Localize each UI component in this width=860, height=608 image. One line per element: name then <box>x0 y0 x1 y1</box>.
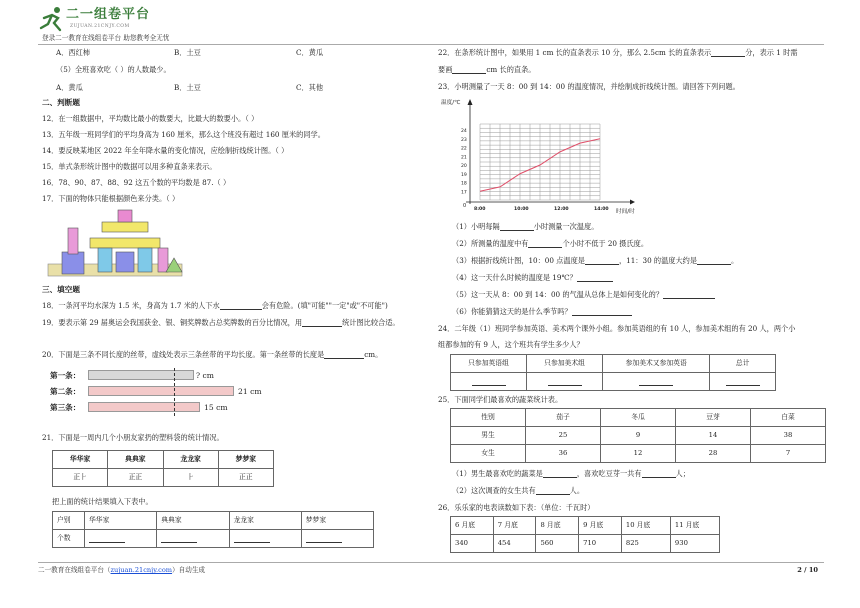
question-19-text-2: 统计图比较合适。 <box>342 318 400 327</box>
answer-blank[interactable] <box>220 302 262 310</box>
x-tick-label: 14:00 <box>594 207 609 212</box>
question-26: 26．乐乐家的电表读数如下表：（单位：千瓦时） <box>438 503 595 512</box>
question-23-6 <box>452 307 632 316</box>
question-text: （2）所测量的温度中有 <box>452 239 529 248</box>
tally-table <box>52 450 274 487</box>
x-tick-label: 12:00 <box>554 207 569 212</box>
fill-head: 典典家 <box>157 512 229 530</box>
meter-table <box>450 516 720 553</box>
answer-blank[interactable] <box>472 378 506 386</box>
meter-head: 9 月底 <box>579 517 622 535</box>
meter-value: 825 <box>621 535 670 553</box>
question-23-4 <box>452 273 613 282</box>
tally-head: 龙龙家 <box>163 451 218 469</box>
chart-y-ticks <box>461 128 467 195</box>
question-24-cont: 组都参加的有 9 人，这个班共有学生多少人？ <box>438 340 584 349</box>
group-head: 总计 <box>710 355 776 373</box>
question-text: （1）男生最喜欢吃的蔬菜是 <box>452 469 543 478</box>
meter-value: 454 <box>493 535 536 553</box>
option-a: A．黄瓜 <box>56 83 83 92</box>
question-17: 17．下面的物体只能根据颜色来分类。（ ） <box>42 194 180 203</box>
question-22-text-3: 要画 <box>438 65 453 74</box>
chart-x-ticks <box>474 206 609 212</box>
question-21-instruction: 把上面的统计结果填入下表中。 <box>52 497 153 506</box>
question-text: 。 <box>731 256 739 265</box>
fill-answer-cell[interactable] <box>85 530 157 548</box>
chart-xlabel: 时间/时 <box>616 209 635 215</box>
meter-head: 8 月底 <box>536 517 579 535</box>
y-axis-arrow <box>468 99 473 105</box>
ribbon-value: 15 cm <box>204 403 228 412</box>
y-tick-label: 17 <box>461 190 467 196</box>
meter-head: 6 月底 <box>451 517 494 535</box>
question-5: （5）全班喜欢吃（ ）的人数最少。 <box>56 65 171 74</box>
ribbon-label: 第一条： <box>50 371 81 380</box>
vegetable-table <box>450 408 826 463</box>
answer-blank[interactable] <box>697 257 731 265</box>
question-20-unit: cm。 <box>364 350 383 359</box>
ribbon-bar <box>88 402 200 412</box>
question-22-text: 22．在条形统计图中，如果用 1 cm 长的直条表示 10 分，那么 2.5cm 长的直条表示 <box>438 48 712 57</box>
y-tick-label: 21 <box>461 155 467 161</box>
runner-logo-icon <box>38 6 66 32</box>
footer-divider <box>38 562 824 563</box>
chart-origin-label: 0 <box>463 203 467 209</box>
group-answer-cell[interactable] <box>710 373 776 391</box>
question-15: 15．单式条形统计图中的数据可以用多种直条来表示。 <box>42 162 217 171</box>
header-slogan: 登录二一教育在线组卷平台 助您教考全无忧 <box>42 34 170 42</box>
group-answer-cell[interactable] <box>451 373 527 391</box>
brand-name: 二一组卷平台 <box>66 7 151 22</box>
question-23-1 <box>452 222 598 231</box>
tally-head: 典典家 <box>108 451 163 469</box>
tally-marks: ⺊ <box>163 469 218 487</box>
fill-table <box>52 511 374 548</box>
answer-blank[interactable] <box>572 308 632 316</box>
y-tick-label: 20 <box>461 164 467 169</box>
question-25-2 <box>452 486 584 495</box>
ribbon-label: 第三条： <box>50 403 81 412</box>
answer-blank[interactable] <box>302 319 342 327</box>
veg-cell: 38 <box>751 427 826 445</box>
answer-blank[interactable] <box>639 378 673 386</box>
question-text: （5）这一天从 8：00 到 14：00 的气温从总体上是如何变化的？ <box>452 290 664 299</box>
group-answer-cell[interactable] <box>527 373 603 391</box>
group-head: 只参加英语组 <box>451 355 527 373</box>
fill-row-label: 个数 <box>53 530 85 548</box>
meter-value: 930 <box>670 535 719 553</box>
meter-head: 11 月底 <box>670 517 719 535</box>
veg-cell: 14 <box>676 427 751 445</box>
answer-blank[interactable] <box>642 470 676 478</box>
answer-blank[interactable] <box>726 378 760 386</box>
veg-cell: 7 <box>751 445 826 463</box>
veg-head: 白菜 <box>751 409 826 427</box>
question-25-1 <box>452 469 690 478</box>
question-text: （4）这一天什么时候的温度是 19℃？ <box>452 273 577 282</box>
question-text: 小时测量一次温度。 <box>533 222 599 231</box>
question-18-text-2: 会有危险。(填"可能""一定"或"不可能") <box>261 301 388 310</box>
fill-answer-cell[interactable] <box>301 530 373 548</box>
question-23-2 <box>452 239 648 248</box>
ribbon-bar <box>88 370 194 380</box>
question-20 <box>42 350 382 359</box>
y-tick-label: 18 <box>461 181 467 187</box>
veg-cell: 12 <box>601 445 676 463</box>
x-tick-label: 8:00 <box>474 207 486 212</box>
ribbon-value: 21 cm <box>238 387 262 396</box>
chart-ylabel: 温度/℃ <box>441 100 461 106</box>
x-axis-arrow <box>630 200 635 205</box>
page-number: 2 / 10 <box>797 566 818 574</box>
meter-head: 10 月底 <box>621 517 670 535</box>
meter-value: 710 <box>579 535 622 553</box>
meter-head: 7 月底 <box>493 517 536 535</box>
footer-prefix: 二一教育在线组卷平台（ <box>38 566 111 574</box>
average-dashed-line <box>174 368 175 416</box>
question-23: 23．小明测量了一天 8：00 到 14：00 的温度情况，并绘制成折线统计图。请回答下列问题。 <box>438 82 740 91</box>
option-c: C．黄瓜 <box>296 48 324 57</box>
fill-head: 龙龙家 <box>229 512 301 530</box>
question-21: 21．下面是一周内几个小朋友家扔的塑料袋的统计情况。 <box>42 433 224 442</box>
meter-value: 560 <box>536 535 579 553</box>
ribbon-bar <box>88 386 234 396</box>
question-18 <box>42 301 388 310</box>
option-a: A．西红柿 <box>56 48 90 57</box>
veg-cell: 36 <box>526 445 601 463</box>
y-tick-label: 24 <box>461 129 467 134</box>
footer-suffix: ）自动生成 <box>172 566 206 574</box>
tally-marks: 正⺊ <box>53 469 108 487</box>
y-tick-label: 19 <box>461 172 467 178</box>
tally-head: 华华家 <box>53 451 108 469</box>
veg-cell: 9 <box>601 427 676 445</box>
question-text: （1）小明每隔 <box>452 222 500 231</box>
x-tick-label: 10:00 <box>514 207 529 212</box>
brand-url: ZUJUAN.21CNJY.COM <box>70 24 130 29</box>
chart-grid <box>480 124 600 200</box>
temperature-line-chart <box>440 96 680 220</box>
question-16: 16．78、90、87、88、92 这五个数的平均数是 87.（ ） <box>42 178 231 187</box>
answer-blank[interactable] <box>528 240 562 248</box>
answer-blank[interactable] <box>89 535 125 543</box>
question-25: 25．下面同学们最喜欢的蔬菜统计表。 <box>438 395 563 404</box>
answer-blank[interactable] <box>543 470 577 478</box>
answer-blank[interactable] <box>711 49 745 57</box>
answer-blank[interactable] <box>585 257 619 265</box>
question-14: 14．要反映某地区 2022 年全年降水量的变化情况，应绘制折线统计图。（ ） <box>42 146 289 155</box>
tally-marks: 正正 <box>218 469 273 487</box>
header-divider <box>38 44 824 45</box>
y-tick-label: 23 <box>461 137 467 143</box>
veg-head: 性别 <box>451 409 526 427</box>
question-20-text: 20．下面是三条不同长度的丝带，虚线处表示三条丝带的平均长度。第一条丝带的长度是 <box>42 350 325 359</box>
answer-blank[interactable] <box>536 487 570 495</box>
question-text: ，11：30 的温度大约是 <box>618 256 698 265</box>
question-24: 24．二年级（1）班同学参加英语、美术两个课外小组。参加英语组的有 10 人，参加美术组的有 20 人，两个小 <box>438 324 796 333</box>
group-head: 参加美术又参加英语 <box>603 355 710 373</box>
footer-source <box>38 566 205 574</box>
veg-cell: 男生 <box>451 427 526 445</box>
question-text: ，喜欢吃豆芽一共有 <box>576 469 642 478</box>
group-head: 只参加美术组 <box>527 355 603 373</box>
answer-blank[interactable] <box>500 223 534 231</box>
question-22-text-2: 分，表示 1 时需 <box>745 48 798 57</box>
veg-cell: 28 <box>676 445 751 463</box>
answer-blank[interactable] <box>452 66 486 74</box>
fill-answer-cell[interactable] <box>157 530 229 548</box>
question-22-cont <box>438 65 535 74</box>
veg-cell: 女生 <box>451 445 526 463</box>
ribbon-value: ? cm <box>196 371 214 380</box>
ribbon-label: 第二条： <box>50 387 81 396</box>
y-tick-label: 22 <box>461 146 467 152</box>
question-text: （6）你能猜猜这天的是什么季节吗？ <box>452 307 572 316</box>
tally-marks: 正正 <box>108 469 163 487</box>
group-answer-cell[interactable] <box>603 373 710 391</box>
footer-link[interactable]: zujuan.21cnjy.com <box>110 566 173 574</box>
answer-blank[interactable] <box>548 378 582 386</box>
answer-blank[interactable] <box>161 535 197 543</box>
answer-blank[interactable] <box>577 274 613 282</box>
veg-head: 茄子 <box>526 409 601 427</box>
answer-blank[interactable] <box>306 535 342 543</box>
fill-head: 华华家 <box>85 512 157 530</box>
section-title-fill: 三、填空题 <box>42 285 80 294</box>
fill-answer-cell[interactable] <box>229 530 301 548</box>
building-blocks-image <box>46 208 192 282</box>
question-text: 人； <box>675 469 690 478</box>
veg-head: 冬瓜 <box>601 409 676 427</box>
meter-value: 340 <box>451 535 494 553</box>
question-text: 人。 <box>569 486 585 495</box>
question-text: （3）根据折线统计图，10：00 点温度是 <box>452 256 585 265</box>
veg-cell: 25 <box>526 427 601 445</box>
answer-blank[interactable] <box>663 291 715 299</box>
question-22-text-4: cm 长的直条。 <box>486 65 536 74</box>
tally-head: 梦梦家 <box>218 451 273 469</box>
question-19 <box>42 318 400 327</box>
question-23-5 <box>452 290 715 299</box>
question-22 <box>438 48 798 57</box>
fill-head: 户别 <box>53 512 85 530</box>
answer-blank[interactable] <box>234 535 270 543</box>
question-19-text: 19．要表示第 29 届奥运会我国获金、银、铜奖牌数占总奖牌数的百分比情况，用 <box>42 318 303 327</box>
question-23-3 <box>452 256 738 265</box>
option-c: C．其他 <box>296 83 324 92</box>
question-18-text: 18．一条河平均水深为 1.5 米，身高为 1.7 米的人下水 <box>42 301 220 310</box>
section-title-judge: 二、判断题 <box>42 98 80 107</box>
question-text: （2）这次调查的女生共有 <box>452 486 536 495</box>
question-13: 13．五年级一班同学们的平均身高为 160 厘米，那么这个班没有超过 160 厘米的同学。 <box>42 130 325 139</box>
ribbons-figure <box>46 368 276 420</box>
question-12: 12．在一组数据中，平均数比最小的数要大，比最大的数要小。（ ） <box>42 114 259 123</box>
question-text: 个小时不低于 20 摄氏度。 <box>562 239 649 248</box>
veg-head: 豆芽 <box>676 409 751 427</box>
group-table <box>450 354 776 391</box>
fill-head: 梦梦家 <box>301 512 373 530</box>
option-b: B．土豆 <box>174 48 201 57</box>
answer-blank[interactable] <box>324 351 364 359</box>
option-b: B．土豆 <box>174 83 201 92</box>
